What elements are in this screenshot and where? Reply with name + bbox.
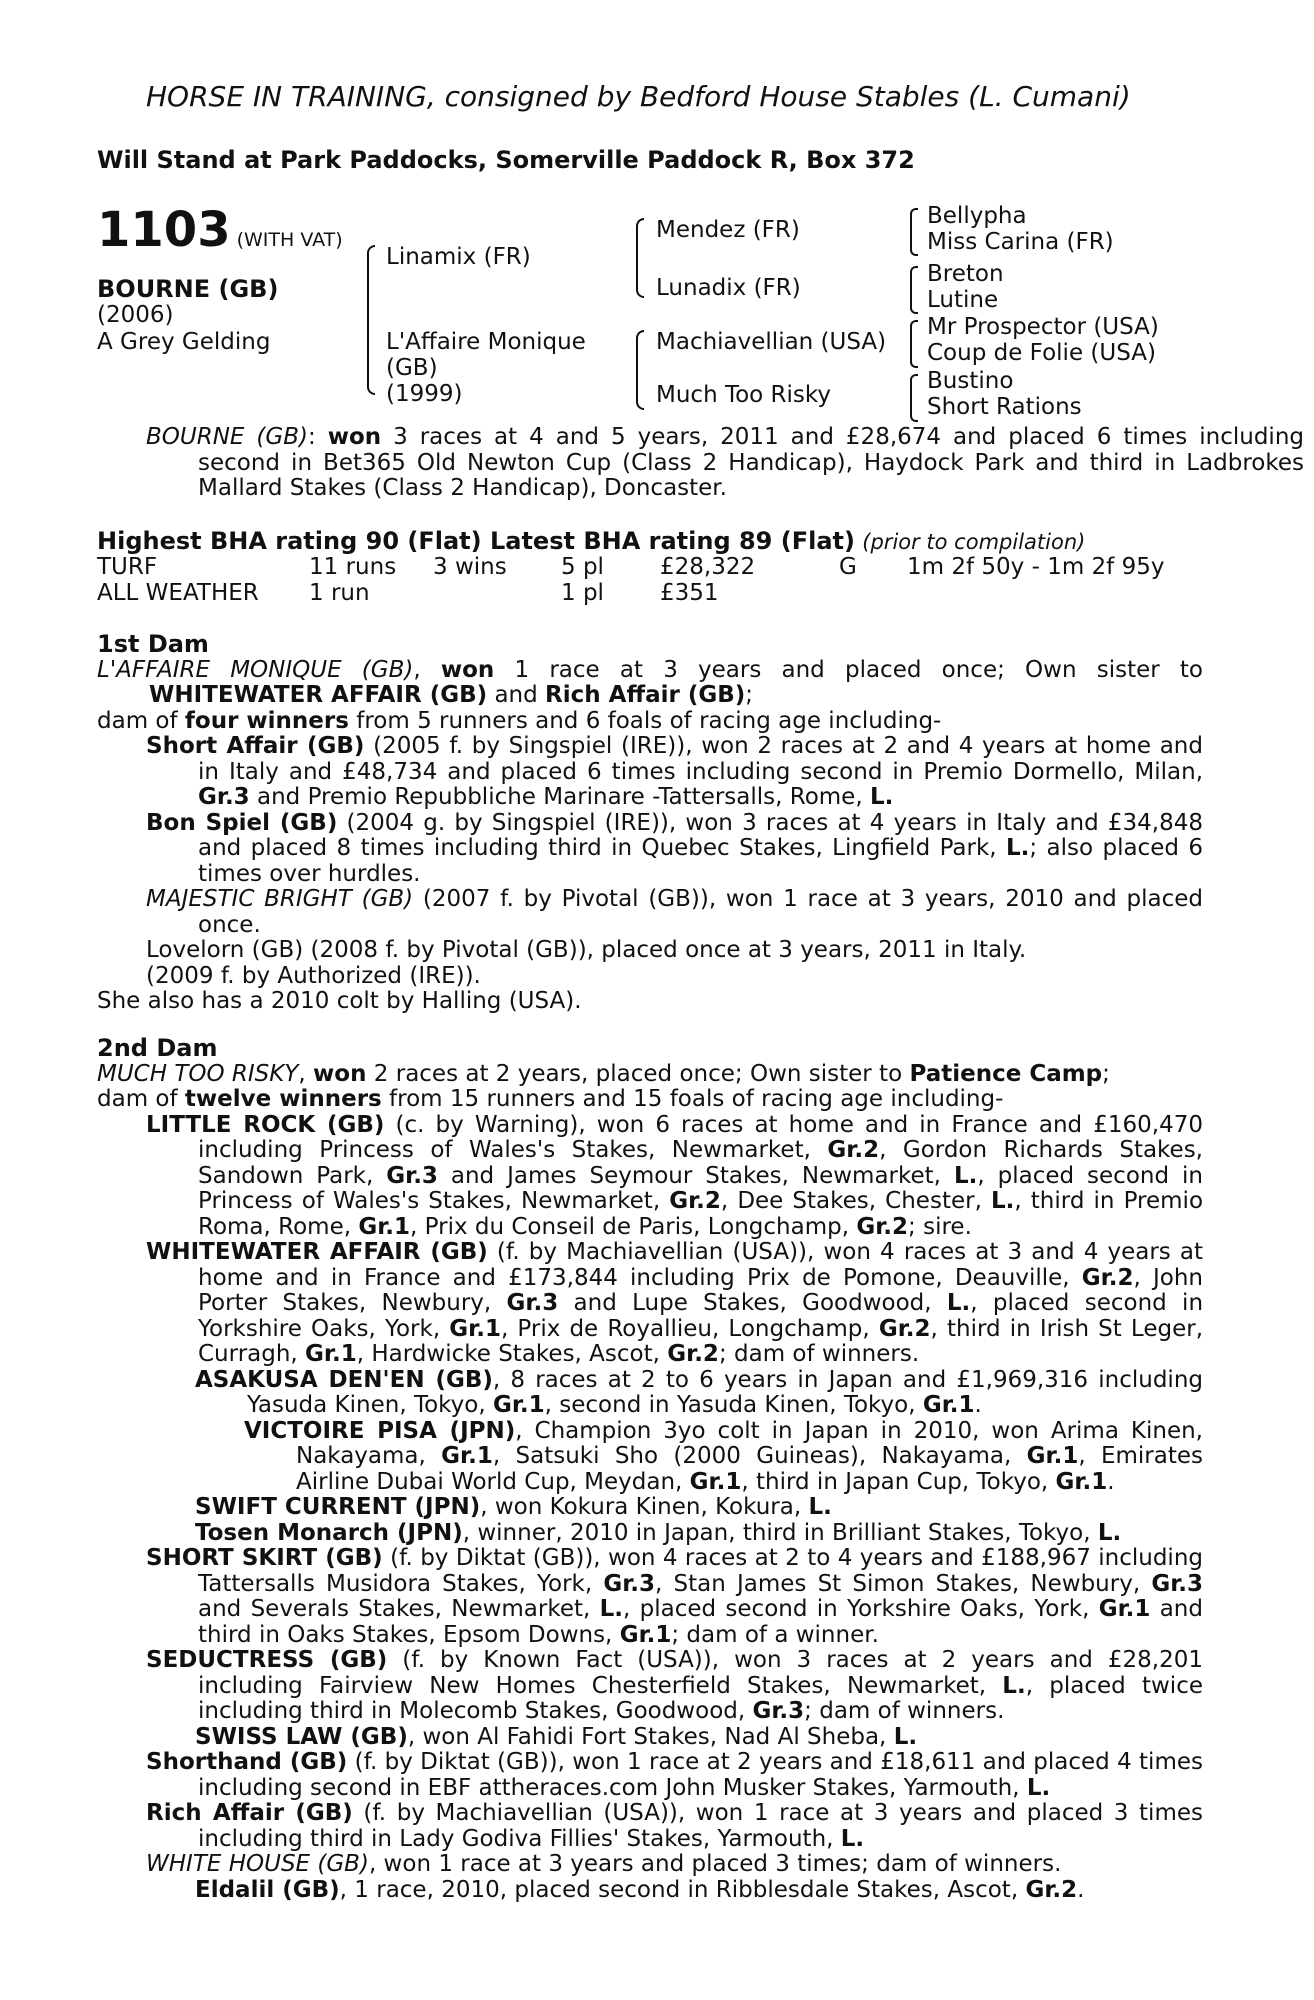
rich-affair-name: Rich Affair (GB)	[146, 1800, 353, 1826]
text-run: , placed second in Yorkshire Oaks, York,	[623, 1596, 1099, 1622]
text-run: Gr.3	[506, 1290, 559, 1316]
text-run: , won 1 race at 3 years and placed 3 times; dam of winners.	[368, 1851, 1062, 1877]
majestic-bright-text: (2007 f. by Pivotal (GB)), won 1 race at 3 years, 2010 and placed once.	[198, 886, 1204, 938]
text-run: Gr.2	[1025, 1876, 1078, 1903]
text-run: (f. by Machiavellian (USA)), won 4 races at 3 and 4 years at home and in France and £173,844 including Prix de Pomone, Deauville,	[198, 1239, 1203, 1291]
ratings-heading	[97, 529, 1085, 556]
text-run: and Lupe Stakes, Goodwood,	[558, 1290, 947, 1316]
text-run: ; dam of winners.	[804, 1698, 1005, 1724]
pedigree-brace-g1	[910, 208, 918, 256]
first-dam-won: won	[440, 656, 495, 683]
produce-rich-affair	[97, 1801, 1203, 1852]
text-run: , placed second in Yorkshire Oaks, York,	[198, 1290, 1204, 1342]
bon-spiel-text-2: ; also placed 6 times over hurdles.	[198, 835, 1203, 887]
second-dam-produce	[97, 1087, 1203, 1113]
text-run: Gr.2	[1081, 1264, 1134, 1291]
text-run: Gr.2	[856, 1213, 909, 1240]
second-dam-runners: from 15 runners and 15 foals of racing age including-	[381, 1086, 1004, 1112]
whitewater-affair-name: WHITEWATER AFFAIR (GB)	[146, 1239, 488, 1265]
summary-text: 3 races at 4 and 5 years, 2011 and £28,674 and placed 6 times including second in Bet365 Old Newton Cup (Class 2 Handicap), Haydock Park and third in Ladbrokes Mallard Stakes (Class 2 Handicap), Doncaster.	[198, 424, 1304, 501]
text-run: , winner, 2010 in Japan, third in Brilliant Stakes, Tokyo,	[462, 1519, 1098, 1546]
short-affair-grade: Gr.3	[198, 784, 250, 810]
short-affair-listed: L.	[869, 784, 894, 810]
text-run: Gr.1	[1026, 1443, 1079, 1469]
pedigree-dam-country: (GB)	[386, 355, 438, 381]
pedigree-g1: Bellypha	[927, 203, 1027, 229]
produce-swift-current	[97, 1495, 1203, 1521]
text-run: , 1 race, 2010, placed second in Ribblesdale Stakes, Ascot,	[339, 1876, 1026, 1903]
produce-short-skirt	[97, 1546, 1203, 1648]
produce-eldalil	[97, 1878, 1203, 1904]
text-run: (f. by Diktat (GB)), won 4 races at 2 to 4 years and £188,967 including Tattersalls Musidora Stakes, York,	[198, 1545, 1203, 1597]
bon-spiel-text: (2004 g. by Singspiel (IRE)), won 3 races at 4 years in Italy and £34,848 and placed 8 times including third in Quebec Stakes, Lingfield Park,	[198, 809, 1203, 861]
little-rock-name: LITTLE ROCK (GB)	[146, 1111, 385, 1138]
pedigree-brace-sire	[636, 218, 644, 298]
produce-victoire-pisa	[97, 1419, 1203, 1496]
text-run: Gr.1	[449, 1315, 501, 1342]
pedigree-g3: Breton	[927, 261, 1004, 287]
text-run: , Satsuki Sho (2000 Guineas), Nakayama,	[492, 1443, 1027, 1469]
first-dam-heading: 1st Dam	[97, 630, 209, 658]
text-run: (c. by Warning), won 6 races at home and in France and £160,470 including Princess of Wales's Stakes, Newmarket,	[198, 1111, 1203, 1163]
first-dam-name: L'AFFAIRE MONIQUE (GB)	[97, 656, 414, 683]
text-run: Gr.3	[1151, 1570, 1203, 1597]
text-run: L.	[1026, 1774, 1051, 1801]
produce-short-affair	[97, 734, 1203, 811]
text-run: , Stan James St Simon Stakes, Newbury,	[655, 1570, 1152, 1597]
produce-lovelorn: Lovelorn (GB) (2008 f. by Pivotal (GB)), placed once at 3 years, 2011 in Italy.	[146, 937, 1027, 963]
pedigree-brace-g4	[910, 374, 918, 422]
second-dam-semi: ;	[1102, 1060, 1110, 1087]
short-affair-text-2: and Premio Repubbliche Marinare -Tattersalls, Rome,	[249, 784, 870, 810]
swift-current-name: SWIFT CURRENT (JPN)	[195, 1494, 481, 1520]
first-dam-winners: four winners	[184, 707, 349, 734]
text-run: Gr.1	[689, 1468, 742, 1495]
text-run: Gr.2	[878, 1315, 931, 1342]
text-run: .	[974, 1392, 982, 1418]
text-run: L.	[893, 1723, 918, 1750]
text-run: Gr.1	[1055, 1468, 1108, 1495]
produce-shorthand	[97, 1750, 1203, 1801]
text-run: L.	[808, 1494, 832, 1520]
produce-tosen-monarch	[97, 1521, 1203, 1547]
first-dam-produce	[97, 709, 1203, 735]
pedigree-brace-main	[367, 245, 375, 395]
turf-surface: TURF	[97, 554, 158, 580]
produce-majestic-bright	[97, 887, 1203, 938]
produce-white-house	[97, 1852, 1203, 1878]
pedigree-dam-sire: Machiavellian (USA)	[656, 329, 887, 355]
text-run: Gr.2	[669, 1188, 721, 1214]
majestic-bright-name: MAJESTIC BRIGHT (GB)	[146, 886, 414, 912]
second-dam-intro: MUCH TOO RISKY, won 2 races at 2 years, placed once; Own sister to Patience Camp;	[97, 1060, 1110, 1087]
asakusa-denen-name: ASAKUSA DEN'EN (GB)	[195, 1366, 493, 1393]
turf-distance: 1m 2f 50y - 1m 2f 95y	[907, 554, 1165, 580]
text-run: .	[1077, 1876, 1085, 1903]
produce-swiss-law	[97, 1725, 1203, 1751]
second-dam-intro-text: 2 races at 2 years, placed once; Own sister to	[366, 1060, 910, 1087]
text-run: Gr.3	[603, 1570, 656, 1597]
first-dam-intro: L'AFFAIRE MONIQUE (GB), won 1 race at 3 years and placed once; Own sister to WHITEWATER AFFAIR (GB) and Rich Affair (GB);	[97, 656, 1203, 708]
text-run: , third in Premio Roma, Rome,	[198, 1188, 1204, 1240]
catalogue-header: HORSE IN TRAINING, consigned by Bedford House Stables (L. Cumani)	[146, 80, 1131, 113]
text-run: L.	[1002, 1672, 1026, 1699]
produce-bon-spiel	[97, 811, 1203, 888]
pedigree-sire: Linamix (FR)	[386, 244, 531, 270]
horse-year: (2006)	[97, 302, 174, 328]
text-run: , Gordon Richards Stakes, Sandown Park,	[198, 1137, 1203, 1189]
seductress-name: SEDUCTRESS (GB)	[146, 1647, 388, 1673]
text-run: Gr.3	[386, 1162, 438, 1189]
produce-seductress	[97, 1648, 1203, 1725]
victoire-pisa-name: VICTOIRE PISA (JPN)	[244, 1417, 516, 1444]
first-dam-section	[97, 632, 1203, 1015]
text-run: , Prix de Royallieu, Longchamp,	[500, 1315, 879, 1342]
text-run: Gr.1	[358, 1213, 411, 1240]
pedigree-dam-year: (1999)	[386, 381, 463, 407]
pedigree-sire-sire: Mendez (FR)	[656, 217, 800, 243]
second-dam-name: MUCH TOO RISKY	[97, 1060, 299, 1087]
text-run: (f. by Known Fact (USA)), won 3 races at 2 years and £28,201 including Fairview New Homes Chesterfield Stakes, Newmarket,	[198, 1647, 1203, 1699]
bon-spiel-name: Bon Spiel (GB)	[146, 809, 338, 836]
text-run: and third in Oaks Stakes, Epsom Downs,	[198, 1596, 1203, 1648]
text-run: , 8 races at 2 to 6 years in Japan and £1,969,316 including Yasuda Kinen, Tokyo,	[247, 1366, 1203, 1418]
text-run: (f. by Machiavellian (USA)), won 1 race at 3 years and placed 3 times including third in Lady Godiva Fillies' Stakes, Yarmouth,	[198, 1800, 1203, 1852]
first-dam-intro-text: 1 race at 3 years and placed once; Own sister to	[494, 656, 1203, 683]
produce-whitewater-affair	[97, 1240, 1203, 1368]
summary-horse-name: BOURNE (GB)	[146, 424, 308, 450]
eldalil-name: Eldalil (GB)	[195, 1876, 340, 1903]
summary-won: won	[327, 424, 382, 450]
horse-name: BOURNE (GB)	[97, 275, 279, 303]
aw-prize: £351	[660, 580, 719, 606]
pedigree-g6: Coup de Folie (USA)	[927, 340, 1156, 366]
second-dam-winners: twelve winners	[184, 1086, 382, 1112]
second-dam-section	[97, 1036, 1203, 1903]
text-run: (f. by Diktat (GB)), won 1 race at 2 years and £18,611 and placed 4 times including second in EBF attheraces.com John Musker Stakes, Yarmouth,	[198, 1749, 1203, 1801]
text-run: , placed twice including third in Molecomb Stakes, Goodwood,	[198, 1672, 1203, 1724]
text-run: , Dee Stakes, Chester,	[720, 1188, 991, 1214]
second-dam-won: won	[313, 1060, 367, 1087]
white-house-name: WHITE HOUSE (GB)	[146, 1851, 369, 1877]
second-dam-dam-of: dam of	[97, 1086, 185, 1112]
pedigree-g7: Bustino	[927, 368, 1014, 394]
short-affair-text: (2005 f. by Singspiel (IRE)), won 2 races at 2 and 4 years at home and in Italy and £48,734 and placed 6 times including second in Premio Dormello, Milan,	[198, 733, 1203, 785]
turf-going: G	[839, 554, 857, 580]
text-run: Gr.3	[752, 1698, 805, 1724]
ratings-title: Highest BHA rating 90 (Flat) Latest BHA rating 89 (Flat)	[97, 527, 855, 555]
lot-number-value: 1103	[97, 202, 231, 258]
text-run: .	[1107, 1468, 1115, 1495]
pedigree-sire-dam: Lunadix (FR)	[656, 275, 801, 301]
first-dam-semi: ;	[745, 682, 754, 708]
pedigree-g5: Mr Prospector (USA)	[927, 314, 1159, 340]
text-run: Gr.2	[667, 1341, 719, 1367]
pedigree-dam-dam: Much Too Risky	[656, 382, 832, 408]
text-run: Gr.1	[305, 1341, 357, 1367]
pedigree-g8: Short Rations	[927, 394, 1082, 420]
text-run: and James Seymour Stakes, Newmarket,	[437, 1162, 954, 1189]
vat-note: (WITH VAT)	[236, 229, 343, 251]
text-run: , third in Japan Cup, Tokyo,	[741, 1468, 1056, 1495]
first-dam-sister-1: WHITEWATER AFFAIR (GB)	[149, 682, 488, 708]
text-run: , placed second in Princess of Wales's Stakes, Newmarket,	[198, 1162, 1203, 1214]
text-run: Gr.1	[492, 1392, 545, 1418]
text-run: L.	[599, 1596, 624, 1622]
turf-runs: 11 runs	[309, 554, 397, 580]
turf-wins: 3 wins	[433, 554, 507, 580]
produce-2010-colt: She also has a 2010 colt by Halling (USA).	[97, 988, 582, 1014]
text-run: , second in Yasuda Kinen, Tokyo,	[544, 1392, 923, 1418]
text-run: , Hardwicke Stakes, Ascot,	[356, 1341, 668, 1367]
horse-description: A Grey Gelding	[97, 329, 271, 355]
short-skirt-name: SHORT SKIRT (GB)	[146, 1545, 383, 1571]
text-run: Gr.1	[441, 1443, 493, 1469]
text-run: , Champion 3yo colt in Japan in 2010, won Arima Kinen, Nakayama,	[296, 1417, 1203, 1469]
shorthand-name: Shorthand (GB)	[146, 1749, 348, 1775]
turf-placed: 5 pl	[561, 554, 604, 580]
aw-runs: 1 run	[309, 580, 370, 606]
text-run: Gr.1	[1098, 1596, 1151, 1622]
pedigree-brace-g2	[910, 266, 918, 314]
turf-prize: £28,322	[660, 554, 756, 580]
text-run: L.	[990, 1188, 1015, 1214]
text-run: and Severals Stakes, Newmarket,	[198, 1596, 600, 1622]
text-run: Gr.1	[619, 1621, 672, 1648]
race-summary: BOURNE (GB): won 3 races at 4 and 5 years, 2011 and £28,674 and placed 6 times including second in Bet365 Old Newton Cup (Class 2 Handicap), Haydock Park and third in Ladbrokes Mallard Stakes (Class 2 Handicap), Doncaster.	[146, 424, 1304, 501]
aw-surface: ALL WEATHER	[97, 580, 259, 606]
text-run: L.	[840, 1825, 865, 1852]
aw-placed: 1 pl	[561, 580, 604, 606]
pedigree-g2: Miss Carina (FR)	[927, 229, 1114, 255]
text-run: L.	[946, 1290, 971, 1316]
text-run: , won Al Fahidi Fort Stakes, Nad Al Sheba,	[407, 1723, 894, 1750]
text-run: L.	[1097, 1519, 1122, 1546]
text-run: , won Kokura Kinen, Kokura,	[480, 1494, 809, 1520]
second-dam-heading: 2nd Dam	[97, 1034, 218, 1062]
text-run: Gr.2	[827, 1137, 880, 1163]
pedigree-g4: Lutine	[927, 287, 999, 313]
text-run: ; sire.	[908, 1213, 972, 1240]
text-run: ; dam of winners.	[718, 1341, 920, 1367]
second-dam-sister: Patience Camp	[909, 1060, 1103, 1087]
first-dam-and: and	[487, 682, 546, 708]
swiss-law-name: SWISS LAW (GB)	[195, 1723, 408, 1750]
text-run: , John Porter Stakes, Newbury,	[198, 1264, 1203, 1316]
pedigree-brace-g3	[910, 320, 918, 368]
text-run: ; dam of a winner.	[671, 1621, 879, 1648]
text-run: , Emirates Airline Dubai World Cup, Meydan,	[296, 1443, 1204, 1495]
text-run: Gr.1	[922, 1392, 975, 1418]
lot-number	[97, 202, 343, 265]
tosen-monarch-name: Tosen Monarch (JPN)	[195, 1519, 463, 1546]
produce-little-rock	[97, 1113, 1203, 1241]
produce-2009-foal: (2009 f. by Authorized (IRE)).	[146, 962, 481, 989]
text-run: , third in Irish St Leger, Curragh,	[198, 1315, 1204, 1367]
ratings-note: (prior to compilation)	[862, 530, 1086, 554]
text-run: , Prix du Conseil de Paris, Longchamp,	[410, 1213, 857, 1240]
short-affair-name: Short Affair (GB)	[146, 733, 365, 759]
pedigree-brace-dam	[636, 330, 644, 410]
bon-spiel-listed: L.	[1005, 835, 1030, 861]
produce-asakusa-denen	[97, 1368, 1203, 1419]
first-dam-dam-of: dam of	[97, 707, 185, 734]
stand-location: Will Stand at Park Paddocks, Somerville Paddock R, Box 372	[97, 146, 915, 174]
pedigree-dam: L'Affaire Monique	[386, 329, 586, 355]
first-dam-sister-2: Rich Affair (GB)	[545, 682, 746, 708]
first-dam-runners: from 5 runners and 6 foals of racing age including-	[348, 707, 942, 734]
text-run: L.	[953, 1162, 978, 1189]
